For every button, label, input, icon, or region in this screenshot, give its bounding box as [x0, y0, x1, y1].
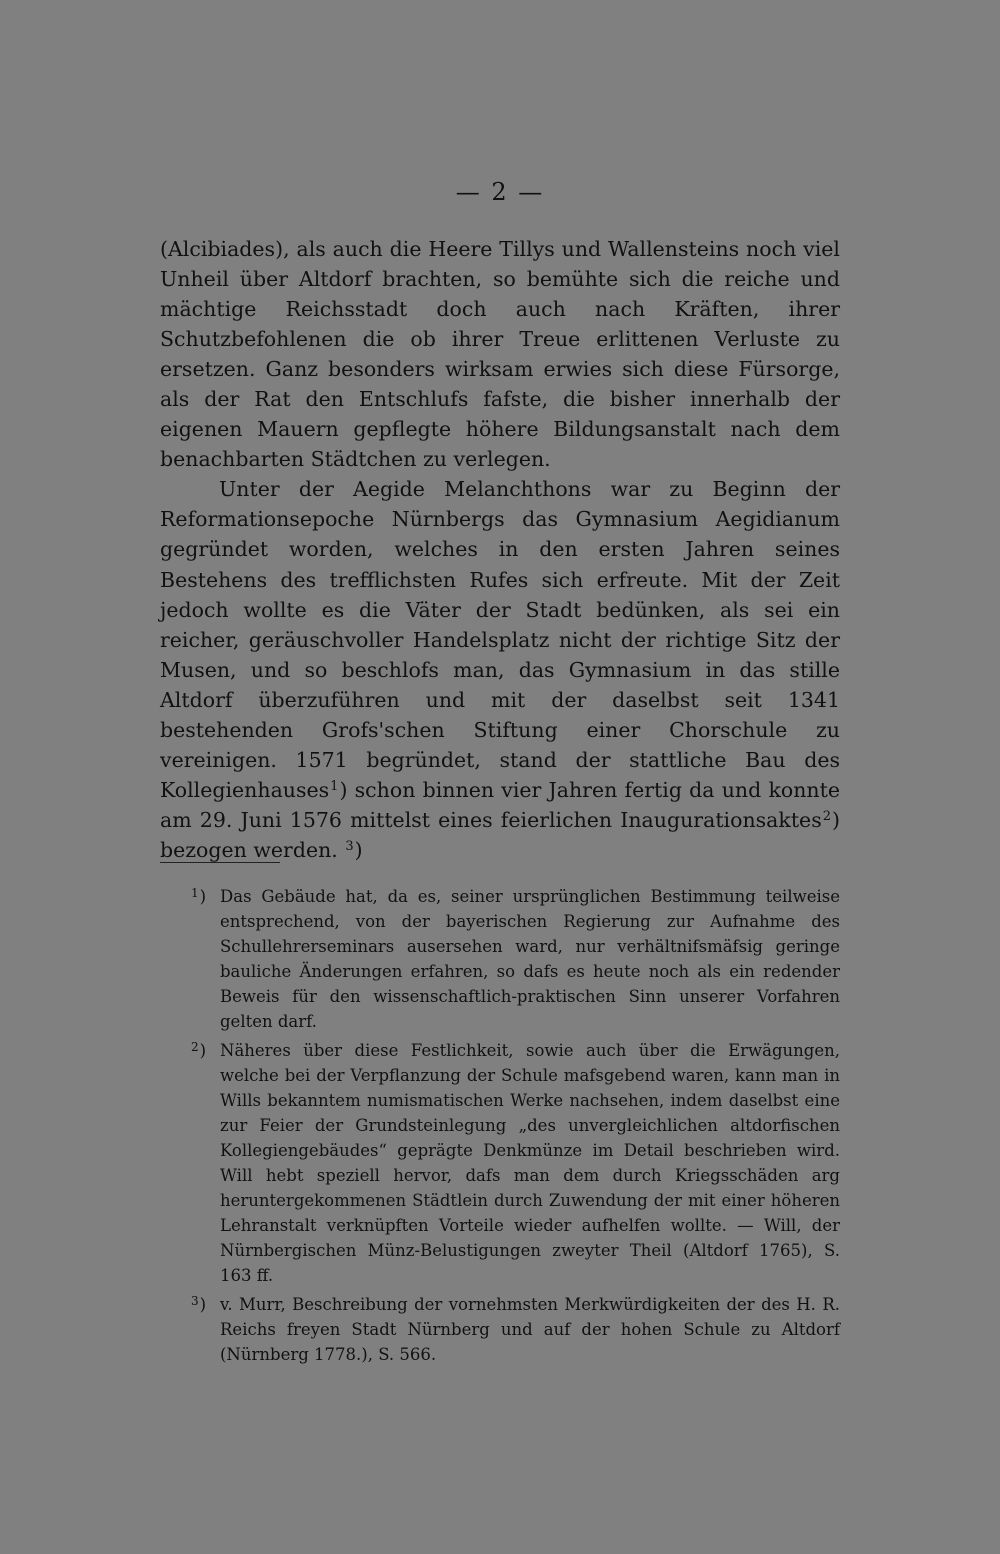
page-number: — 2 — [455, 178, 545, 206]
footnote [190, 884, 840, 1035]
footnote-ref[interactable]: 3 [345, 838, 354, 854]
paragraph-text: ) [354, 837, 363, 862]
footnote-mark: $^1$) [191, 886, 207, 906]
footnote-mark: $^2$) [191, 1039, 207, 1060]
footnote-ref[interactable]: 1 [330, 778, 339, 794]
paragraph-text: ) bezogen werden. [160, 807, 840, 862]
footnote-text: v. Murr, Beschreibung der vornehmsten Merkwürdigkeiten der des H. R. Reichs freyen Stadt Nürnberg und auf der hohen Schule zu Altdorf (Nürnberg 1778.), S. 566. [220, 1294, 840, 1364]
main-text [160, 234, 840, 865]
footnote-divider [160, 862, 280, 863]
footnote [190, 1038, 840, 1289]
footnotes [190, 884, 840, 1370]
footnote-text: Näheres über diese Festlichkeit, sowie auch über die Erwägungen, welche bei der Verpflanzung der Schule mafsgebend waren, kann man in Wills bekanntem numismatischen Werke nachsehen, indem daselbst eine zur Feier der Grundsteinlegung „des unvergleichlichen altdorfischen Kollegiengebäudes“ geprägte Denkmünze im Detail beschrieben wird. Will hebt speziell hervor, dafs man dem durch Kriegsschäden arg heruntergekommenen Städtlein durch Zuwendung der mit einer höheren Lehranstalt verknüpften Vorteile wieder aufhelfen wollte. — Will, der Nürnbergischen Münz-Belustigungen zweyter Theil (Altdorf 1765), S. 163 ff. [220, 1040, 840, 1286]
footnote-text: Das Gebäude hat, da es, seiner ursprünglichen Bestimmung teilweise entsprechend, von der bayerischen Regierung zur Aufnahme des Schullehrerseminars ausersehen ward, nur verhältnifsmäfsig geringe bauliche Änderungen erfahren, so dafs es heute noch als ein redender Beweis für den wissenschaftlich-praktischen Sinn unserer Vorfahren gelten darf. [220, 887, 840, 1032]
paragraph-text: Unter der Aegide Melanchthons war zu Beginn der Reformationsepoche Nürnbergs das Gymnasium Aegidianum gegründet worden, welches in den ersten Jahren seines Bestehens des trefflichsten Rufes sich erfreute. Mit der Zeit jedoch wollte es die Väter der Stadt bedünken, als sei ein reicher, geräuschvoller Handelsplatz nicht der richtige Sitz der Musen, und so beschlofs man, das Gymnasium in das stille Altdorf überzuführen und mit der daselbst seit 1341 bestehenden Grofs'schen Stiftung einer Chorschule zu vereinigen. 1571 begründet, stand der stattliche Bau des Kollegienhauses [160, 477, 840, 802]
footnote [190, 1292, 840, 1367]
footnote-mark: $^3$) [191, 1293, 207, 1314]
paragraph [160, 474, 840, 865]
paragraph: (Alcibiades), als auch die Heere Tillys und Wallensteins noch viel Unheil über Altdorf brachten, so bemühte sich die reiche und mächtige Reichsstadt doch auch nach Kräften, ihrer Schutzbefohlenen die ob ihrer Treue erlittenen Verluste zu ersetzen. Ganz besonders wirksam erwies sich diese Fürsorge, als der Rat den Entschlufs fafste, die bisher innerhalb der eigenen Mauern gepflegte höhere Bildungsanstalt nach dem benachbarten Städtchen zu verlegen. [160, 237, 840, 472]
footnote-ref[interactable]: 2 [822, 808, 831, 824]
paragraph-text: ) schon binnen vier Jahren fertig da und konnte am 29. Juni 1576 mittelst eines feierlichen Inaugurationsaktes [160, 777, 840, 832]
